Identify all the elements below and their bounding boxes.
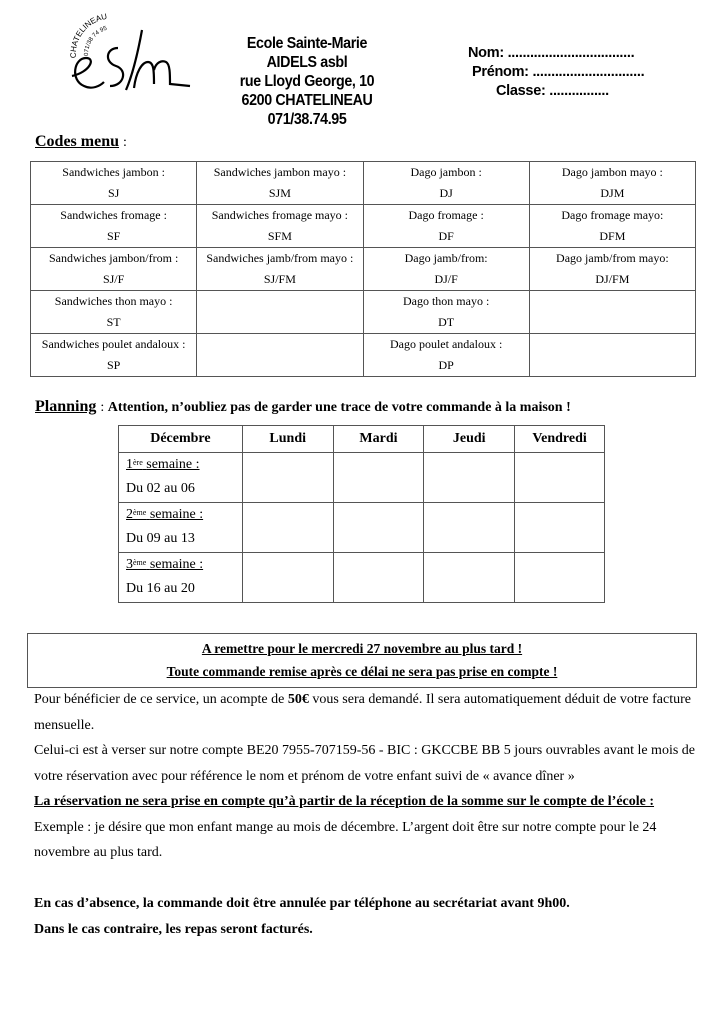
week-label: semaine :	[149, 507, 204, 522]
week-number: 3	[126, 557, 133, 572]
codes-row	[31, 205, 696, 248]
planning-week-row	[119, 553, 605, 603]
example-paragraph: Exemple : je désire que mon enfant mange au mois de décembre. L’argent doit être sur notre compte pour le 24 novembre au plus tard.	[34, 819, 657, 860]
code-cell	[197, 205, 363, 248]
school-phone: 071/38.74.95	[267, 111, 347, 128]
week-ordinal: ère	[133, 458, 143, 467]
menu-item-code: SJ/F	[102, 272, 125, 286]
code-cell	[529, 291, 695, 334]
week-label: semaine :	[149, 557, 204, 572]
reservation-rule: La réservation ne sera prise en compte qu’à partir de la réception de la somme sur le compte de l’école :	[34, 794, 655, 809]
codes-heading	[35, 133, 127, 151]
planning-heading: Planning : Attention, n’oubliez pas de garder une trace de votre commande à la maison !	[35, 398, 571, 415]
codes-row	[31, 248, 696, 291]
menu-item-label: Dago jamb/from:	[404, 251, 488, 265]
order-cell[interactable]	[424, 503, 515, 553]
menu-item-code: SJ	[107, 186, 120, 200]
menu-item-code: DJ/F	[434, 272, 458, 286]
code-cell	[197, 162, 363, 205]
week-ordinal: ème	[133, 508, 147, 517]
code-cell	[363, 162, 529, 205]
code-cell	[363, 205, 529, 248]
planning-title: Planning	[35, 398, 97, 415]
logo-arc-phone: 071/38 74 95	[83, 25, 108, 57]
school-address	[229, 34, 385, 129]
code-cell	[529, 334, 695, 377]
classe-field[interactable]: Classe: ................	[496, 83, 609, 99]
planning-note: Attention, n’oubliez pas de garder une trace de votre commande à la maison !	[107, 400, 571, 415]
order-cell[interactable]	[515, 453, 605, 503]
menu-item-label: Sandwiches jambon mayo :	[213, 165, 347, 179]
school-street: rue Lloyd George, 10	[239, 73, 375, 90]
code-cell	[197, 248, 363, 291]
week-ordinal: ème	[133, 558, 147, 567]
student-info	[468, 44, 645, 101]
menu-item-label: Dago jambon :	[410, 165, 482, 179]
planning-header-cell: Lundi	[242, 426, 333, 453]
menu-item-code: DJM	[600, 186, 625, 200]
menu-item-code: DT	[438, 315, 455, 329]
code-cell	[31, 162, 197, 205]
menu-item-code: SF	[106, 229, 121, 243]
planning-header-cell: Décembre	[119, 426, 243, 453]
deadline-box	[27, 633, 697, 688]
planning-week-row	[119, 453, 605, 503]
absence-rule: En cas d’absence, la commande doit être annulée par téléphone au secrétariat avant 9h00.	[34, 896, 570, 911]
codes-row	[31, 334, 696, 377]
order-cell[interactable]	[333, 453, 424, 503]
week-number: 1	[126, 457, 133, 472]
code-cell	[363, 334, 529, 377]
week-dates: Du 02 au 06	[126, 481, 195, 496]
week-label: semaine :	[146, 457, 200, 472]
payment-paragraph: Celui-ci est à verser sur notre compte BE20 7955-707159-56 - BIC : GKCCBE BB 5 jours ouvrables avant le mois de votre réservation avec pour référence le nom et prénom de votre enfant suivi de « avance dîner »	[34, 743, 696, 784]
code-cell	[363, 248, 529, 291]
planning-table	[118, 425, 605, 603]
week-label-cell	[119, 553, 243, 603]
menu-item-code: SJ/FM	[263, 272, 296, 286]
order-cell[interactable]	[242, 453, 333, 503]
planning-week-row	[119, 503, 605, 553]
deposit-amount: 50€	[287, 692, 309, 707]
code-cell	[529, 162, 695, 205]
menu-item-label: Dago poulet andaloux :	[389, 337, 503, 351]
order-cell[interactable]	[242, 553, 333, 603]
deadline-line-2: Toute commande remise après ce délai ne sera pas prise en compte !	[166, 664, 558, 679]
school-name: Ecole Sainte-Marie	[246, 35, 368, 52]
menu-item-code: SJM	[268, 186, 291, 200]
menu-item-code: DF	[438, 229, 454, 243]
order-cell[interactable]	[333, 503, 424, 553]
school-org: AIDELS asbl	[266, 54, 348, 71]
menu-item-label: Dago thon mayo :	[402, 294, 490, 308]
order-cell[interactable]	[242, 503, 333, 553]
billing-rule: Dans le cas contraire, les repas seront facturés.	[34, 921, 313, 937]
menu-item-label: Sandwiches jamb/from mayo :	[206, 251, 354, 265]
codes-colon: :	[123, 135, 127, 150]
order-cell[interactable]	[333, 553, 424, 603]
code-cell	[31, 248, 197, 291]
week-label-cell	[119, 453, 243, 503]
order-cell[interactable]	[424, 553, 515, 603]
menu-item-label: Sandwiches fromage mayo :	[211, 208, 349, 222]
menu-item-code: SFM	[267, 229, 292, 243]
menu-item-code: ST	[106, 315, 121, 329]
week-dates: Du 09 au 13	[126, 531, 195, 546]
code-cell	[363, 291, 529, 334]
order-cell[interactable]	[515, 503, 605, 553]
menu-item-code: DJ/FM	[595, 272, 630, 286]
planning-header-cell: Vendredi	[515, 426, 605, 453]
code-cell	[31, 334, 197, 377]
menu-item-label: Dago fromage mayo:	[561, 208, 664, 222]
code-cell	[529, 205, 695, 248]
week-label-cell	[119, 503, 243, 553]
codes-title: Codes menu	[35, 133, 120, 150]
order-cell[interactable]	[424, 453, 515, 503]
code-cell	[197, 334, 363, 377]
menu-item-label: Sandwiches jambon :	[62, 165, 165, 179]
week-dates: Du 16 au 20	[126, 581, 195, 596]
codes-table	[30, 161, 696, 377]
menu-item-label: Dago jambon mayo :	[561, 165, 663, 179]
deadline-line-1: A remettre pour le mercredi 27 novembre au plus tard !	[201, 641, 523, 656]
codes-row	[31, 162, 696, 205]
code-cell	[31, 205, 197, 248]
planning-header-cell: Jeudi	[424, 426, 515, 453]
school-city: 6200 CHATELINEAU	[241, 92, 373, 109]
school-logo	[62, 12, 197, 100]
week-number: 2	[126, 507, 133, 522]
menu-item-label: Sandwiches poulet andaloux :	[41, 337, 186, 351]
deposit-paragraph	[34, 687, 704, 738]
menu-item-label: Sandwiches thon mayo :	[54, 294, 173, 308]
logo-arc-text: CHATELINEAU	[68, 12, 108, 59]
menu-item-code: DP	[438, 358, 454, 372]
deposit-text-a: Pour bénéficier de ce service, un acompte de	[34, 692, 288, 707]
menu-item-code: DFM	[599, 229, 626, 243]
code-cell	[31, 291, 197, 334]
menu-item-label: Sandwiches fromage :	[60, 208, 167, 222]
prenom-field[interactable]: Prénom: ..............................	[472, 64, 645, 80]
menu-item-label: Dago fromage :	[408, 208, 484, 222]
menu-item-label: Sandwiches jambon/from :	[48, 251, 179, 265]
info-text	[34, 687, 704, 942]
menu-item-label: Dago jamb/from mayo:	[556, 251, 669, 265]
nom-field[interactable]: Nom: ..................................	[468, 45, 635, 61]
codes-row	[31, 291, 696, 334]
menu-item-code: SP	[106, 358, 121, 372]
menu-item-code: DJ	[439, 186, 453, 200]
code-cell	[529, 248, 695, 291]
planning-header-cell: Mardi	[333, 426, 424, 453]
order-cell[interactable]	[515, 553, 605, 603]
code-cell	[197, 291, 363, 334]
deposit-text-b: vous sera demandé. Il sera automatiquement déduit de votre facture mensuelle.	[34, 692, 691, 733]
